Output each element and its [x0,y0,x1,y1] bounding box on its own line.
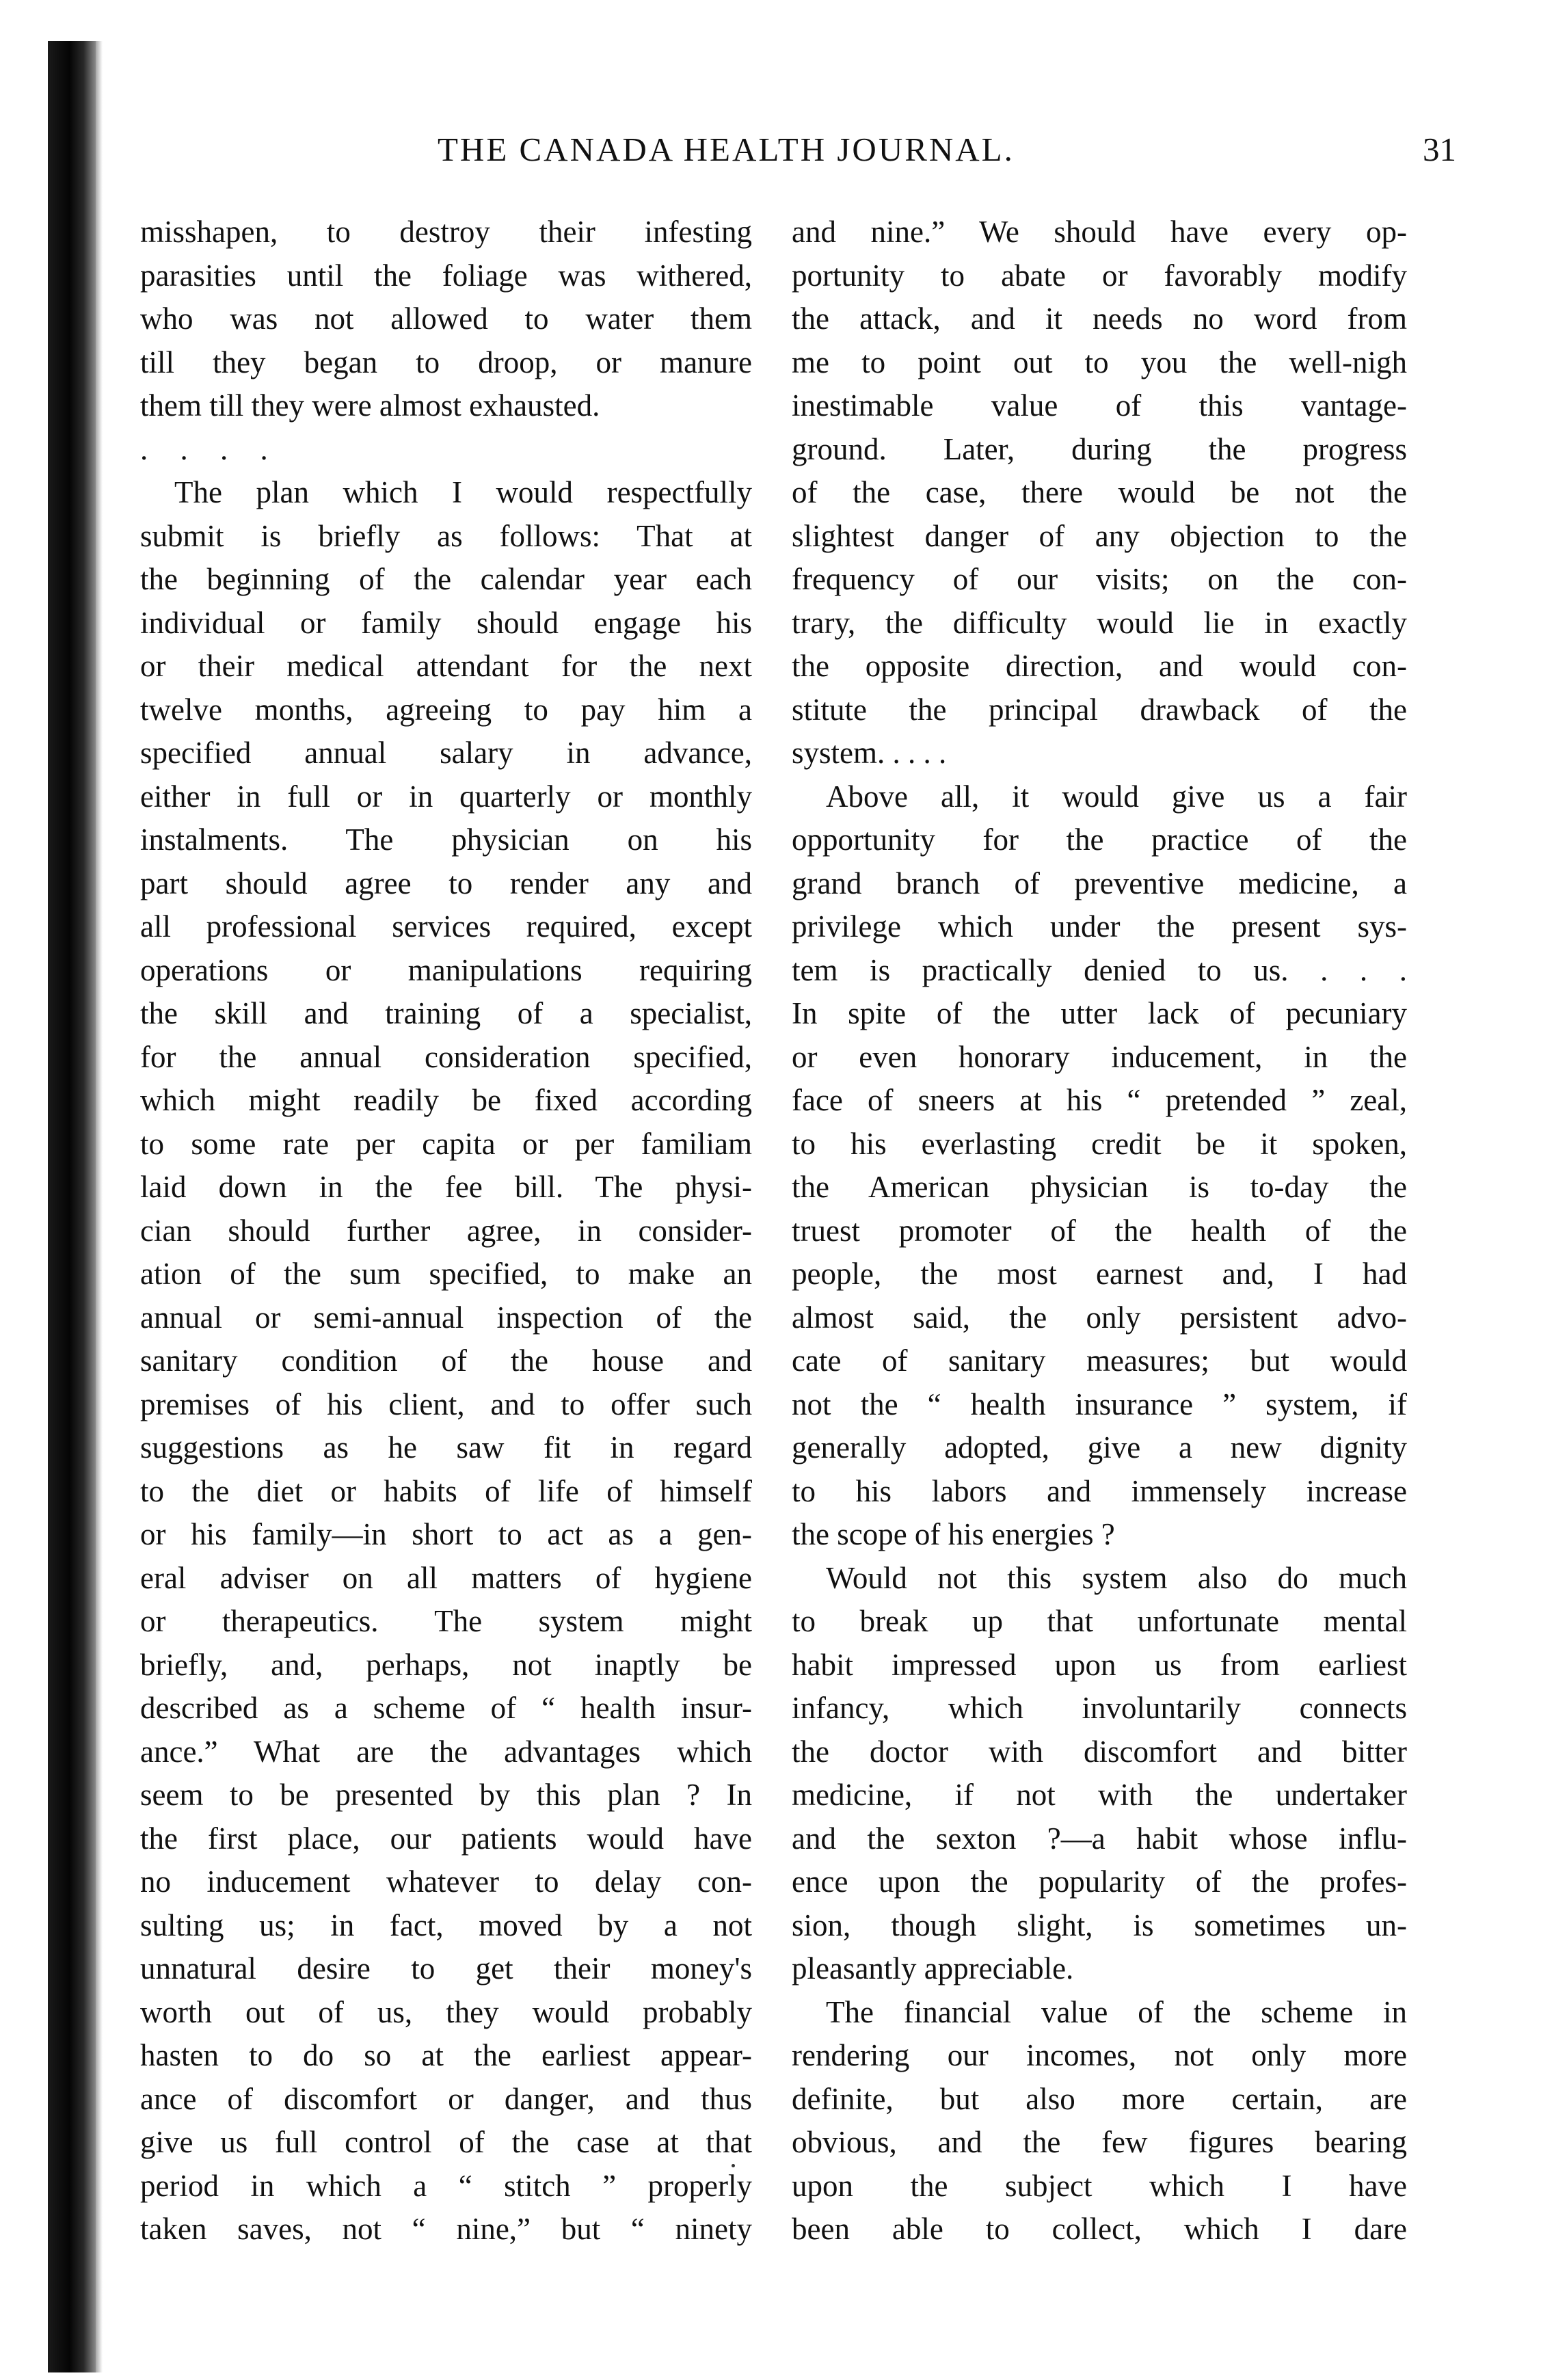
text-line: parasities until the foliage was withered, [140,258,752,293]
text-line: ence upon the popularity of the profes- [792,1864,1407,1899]
text-line: rendering our incomes, not only more [792,2038,1407,2072]
text-line: to his labors and immensely increase [792,1473,1407,1508]
paragraph-start-line: The plan which I would respectfully [174,475,752,509]
text-line: till they began to droop, or manure [140,345,752,379]
paragraph-start-line: Would not this system also do much [826,1560,1407,1595]
text-line: medicine, if not with the undertaker [792,1778,1407,1812]
text-line: the scope of his energies ? [792,1517,1115,1551]
text-line: been able to collect, which I dare [792,2212,1407,2246]
text-line: no inducement whatever to delay con- [140,1864,752,1899]
text-line: hasten to do so at the earliest appear- [140,2038,752,2072]
text-line: the attack, and it needs no word from [792,302,1407,336]
text-line: and the sexton ?—a habit whose influ- [792,1821,1407,1856]
text-line: inestimable value of this vantage- [792,388,1407,423]
ellipsis-line: . . . . [140,431,280,466]
text-line: to his everlasting credit be it spoken, [792,1126,1407,1161]
text-line: eral adviser on all matters of hygiene [140,1560,752,1595]
text-line: period in which a “ stitch ” properly [140,2168,752,2203]
text-line: the beginning of the calendar year each [140,562,752,596]
right-column [792,211,1407,2251]
text-line: described as a scheme of “ health insur- [140,1691,752,1725]
text-line: the doctor with discomfort and bitter [792,1734,1407,1769]
text-line: which might readily be fixed according [140,1083,752,1117]
text-line: habit impressed upon us from earliest [792,1647,1407,1682]
text-line: the opposite direction, and would con- [792,649,1407,683]
text-line: worth out of us, they would probably [140,1994,752,2029]
text-line: generally adopted, give a new dignity [792,1430,1407,1465]
text-line: laid down in the fee bill. The physi- [140,1170,752,1204]
text-line: slightest danger of any objection to the [792,518,1407,553]
text-line: truest promoter of the health of the [792,1213,1407,1248]
text-line: or his family—in short to act as a gen- [140,1517,752,1551]
text-line: either in full or in quarterly or monthly [140,779,752,814]
text-line: ground. Later, during the progress [792,431,1407,466]
text-line: the American physician is to-day the [792,1170,1407,1204]
text-line: ance of discomfort or danger, and thus [140,2081,752,2116]
text-line: or even honorary inducement, in the [792,1039,1407,1074]
text-line: upon the subject which I have [792,2168,1407,2203]
text-line: individual or family should engage his [140,605,752,640]
text-line: ation of the sum specified, to make an [140,1257,752,1291]
text-line: operations or manipulations requiring [140,952,752,987]
text-line: give us full control of the case at that [140,2125,752,2159]
text-line: who was not allowed to water them [140,302,752,336]
binding-edge [48,41,96,2372]
paragraph-start-line: The financial value of the scheme in [826,1994,1407,2029]
running-title: THE CANADA HEALTH JOURNAL. [438,131,1015,168]
paragraph-start-line: Above all, it would give us a fair [826,779,1407,814]
text-line: the skill and training of a specialist, [140,996,752,1030]
text-line: of the case, there would be not the [792,475,1407,509]
text-line: unnatural desire to get their money's [140,1951,752,1985]
text-line: seem to be presented by this plan ? In [140,1778,752,1812]
text-line: cate of sanitary measures; but would [792,1343,1407,1378]
text-line: them till they were almost exhausted. [140,388,600,423]
text-line: tem is practically denied to us. . . . [792,952,1407,987]
text-line: pleasantly appreciable. [792,1951,1074,1985]
text-line: not the “ health insurance ” system, if [792,1387,1407,1421]
text-line: and nine.” We should have every op- [792,215,1407,249]
page-number: 31 [1423,131,1456,168]
text-line: sulting us; in fact, moved by a not [140,1908,752,1942]
text-line: misshapen, to destroy their infesting [140,215,752,249]
text-line: trary, the difficulty would lie in exactly [792,605,1407,640]
text-line: portunity to abate or favorably modify [792,258,1407,293]
text-line: system. . . . . [792,736,947,770]
text-line: taken saves, not “ nine,” but “ ninety [140,2212,752,2246]
text-line: cian should further agree, in consider- [140,1213,752,1248]
text-line: submit is briefly as follows: That at [140,518,752,553]
text-line: or therapeutics. The system might [140,1604,752,1638]
text-line: opportunity for the practice of the [792,823,1407,857]
text-line: to break up that unfortunate mental [792,1604,1407,1638]
text-line: face of sneers at his “ pretended ” zeal, [792,1083,1407,1117]
left-column [140,211,752,2251]
text-line: infancy, which involuntarily connects [792,1691,1407,1725]
text-line: specified annual salary in advance, [140,736,752,770]
text-line: privilege which under the present sys- [792,909,1407,944]
text-line: premises of his client, and to offer such [140,1387,752,1421]
text-line: all professional services required, except [140,909,752,944]
text-line: briefly, and, perhaps, not inaptly be [140,1647,752,1682]
text-line: or their medical attendant for the next [140,649,752,683]
text-line: me to point out to you the well-nigh [792,345,1407,379]
text-line: definite, but also more certain, are [792,2081,1407,2116]
text-line: to some rate per capita or per familiam [140,1126,752,1161]
text-line: ance.” What are the advantages which [140,1734,752,1769]
text-line: stitute the principal drawback of the [792,692,1407,727]
text-line: annual or semi-annual inspection of the [140,1300,752,1335]
text-line: grand branch of preventive medicine, a [792,866,1407,900]
text-line: the first place, our patients would have [140,1821,752,1856]
text-line: almost said, the only persistent advo- [792,1300,1407,1335]
text-line: frequency of our visits; on the con- [792,562,1407,596]
text-line: suggestions as he saw fit in regard [140,1430,752,1465]
text-line: sion, though slight, is sometimes un- [792,1908,1407,1942]
text-line: In spite of the utter lack of pecuniary [792,996,1407,1030]
text-line: twelve months, agreeing to pay him a [140,692,752,727]
ink-speck [732,2164,735,2167]
text-line: obvious, and the few figures bearing [792,2125,1407,2159]
text-line: people, the most earnest and, I had [792,1257,1407,1291]
text-line: part should agree to render any and [140,866,752,900]
text-line: to the diet or habits of life of himself [140,1473,752,1508]
text-line: instalments. The physician on his [140,823,752,857]
text-line: sanitary condition of the house and [140,1343,752,1378]
text-line: for the annual consideration specified, [140,1039,752,1074]
